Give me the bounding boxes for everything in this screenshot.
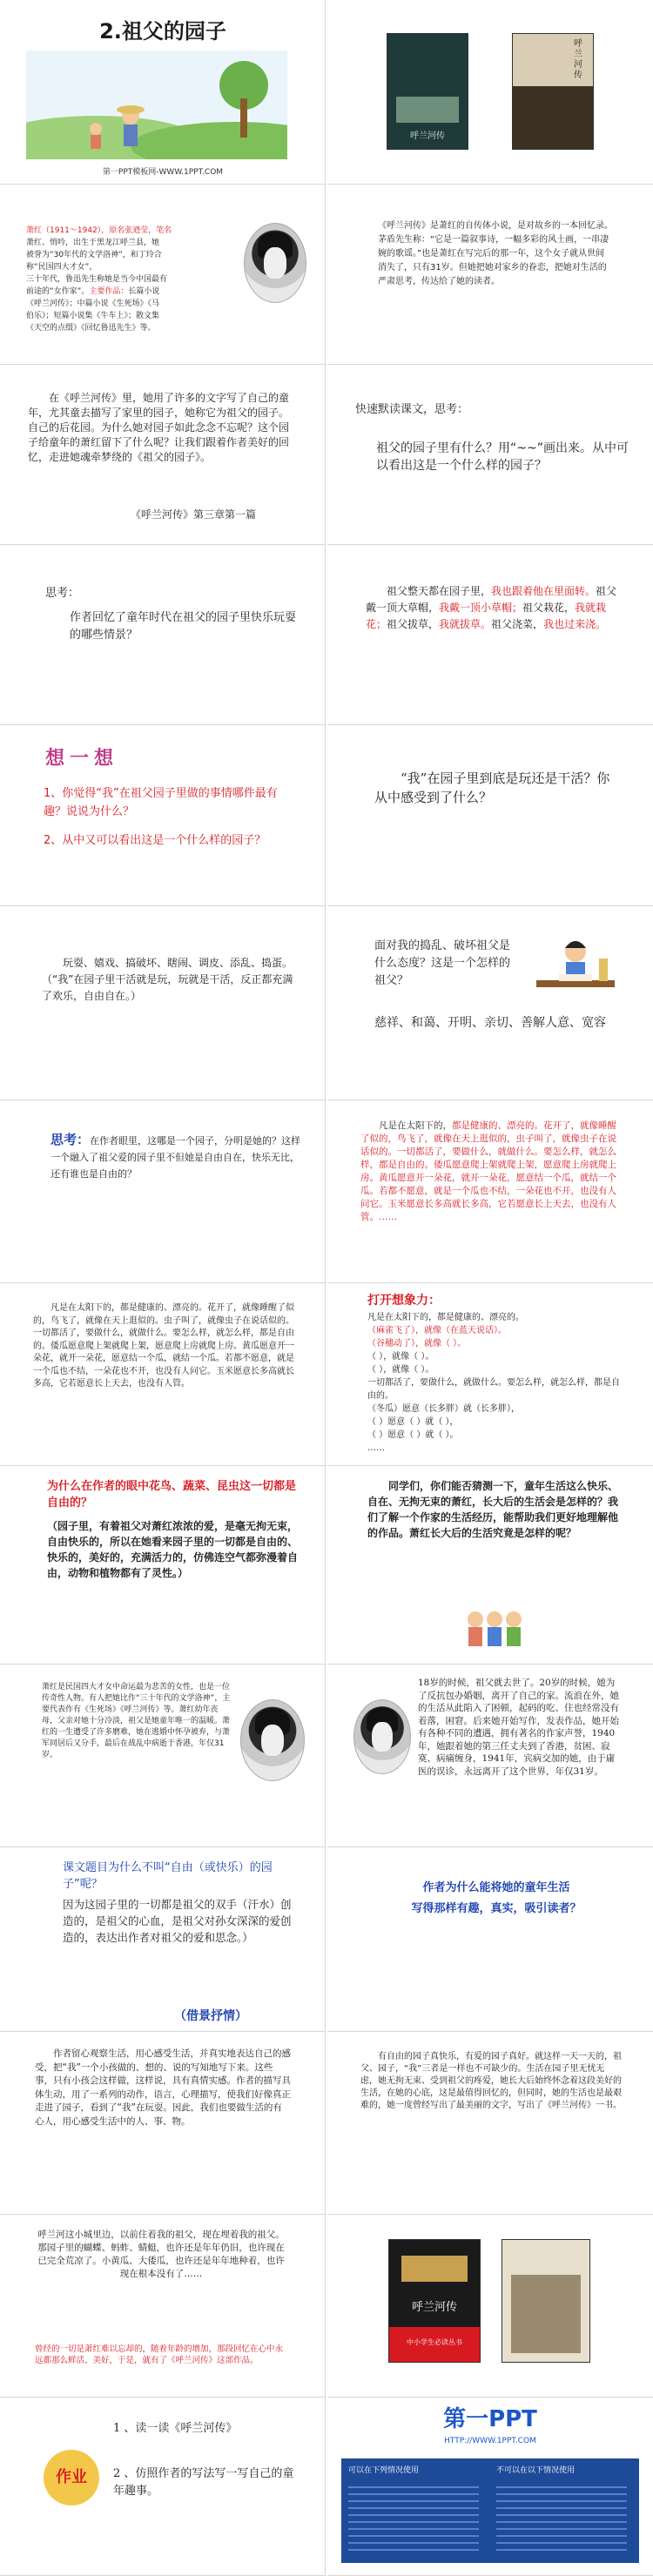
- ppt-col2-lines: [496, 2481, 627, 2556]
- slide-think-freedom[interactable]: [0, 1100, 326, 1283]
- exercise-line: （ ），就像（ ）。: [367, 1365, 434, 1375]
- site-credit: 第一PPT模板网-WWW.1PPT.COM: [102, 168, 224, 177]
- imagination-exercise: [367, 1311, 620, 1455]
- exercise-line: （ ）愿意（ ）就（ ）。: [367, 1430, 459, 1440]
- text-span: 祖父栽花，: [522, 602, 576, 614]
- grandpa-me-text: [366, 583, 618, 633]
- slide-ppt-ad[interactable]: [327, 2398, 653, 2576]
- text-span-red: 我就拔草。: [439, 618, 492, 630]
- garden-summary-text: 有自由的园子真快乐，有爱的园子真好。就这样一天一天的，祖父、园子，“我”三者是一样也不可缺少的。生活在园子里无忧无虑，她无拘无束、受到祖父的疼爱，她长大后始终怀念着这段美好的生活，在她的心底，这是最值得回忆的，但同时，她的生活也是最艰难的，她一度曾经写出了最美丽的文字，写出了《呼兰河传》一书。: [360, 2052, 622, 2110]
- homework-task-2: 2 、仿照作者的写法写一写自己的童年趣事。: [113, 2467, 294, 2498]
- reading-task-heading: 快速默读课文，思考：: [355, 403, 469, 416]
- slide-grandpa-attitude[interactable]: [327, 906, 653, 1100]
- ppt-col1-heading: 可以在下列情况使用: [348, 2466, 420, 2475]
- slide-why-free[interactable]: [0, 1466, 326, 1665]
- attitude-question: 面对我的捣乱、破坏祖父是什么态度？这是一个怎样的祖父？: [374, 939, 511, 987]
- slide-book-intro[interactable]: [327, 185, 653, 365]
- exercise-line: （麻雀飞了），就像（在蓝天说话）。: [367, 1326, 507, 1335]
- slide-hulan-poem[interactable]: [0, 2215, 326, 2398]
- text-span-red: 我也跟着他在里面转。: [491, 585, 596, 597]
- book-2-title: 呼兰河传: [574, 39, 582, 80]
- book-cover-photo: [511, 2275, 581, 2353]
- intro-span: 前途的“女作家”。: [26, 287, 90, 296]
- why-vivid-question-2: 写得那样有趣，真实，吸引读者？: [411, 1902, 582, 1915]
- slide-think-scenes[interactable]: [0, 545, 326, 725]
- text-span-red: 我戴一顶小草帽；: [439, 602, 523, 614]
- passage-span-red: 都是健康的、漂亮的。: [452, 1120, 543, 1131]
- exercise-line: 一切都活了，要做什么，就做什么。要怎么样，就怎么样，都是自由的。: [367, 1378, 620, 1401]
- guess-life-text: 同学们，你们能否猜测一下，童年生活这么快乐、自在、无拘无束的萧红，长大后的生活会是怎样的？我们了解一个作家的生活经历，能帮助我们更好地理解他的作品。萧红长大后的生活究竟是怎样的呢？: [367, 1480, 619, 1539]
- background-source: 《呼兰河传》第三章第一篇: [131, 508, 257, 521]
- ppt-logo: 第一PPT: [443, 2406, 537, 2432]
- exercise-line: （ ），就像（ ）。: [367, 1352, 434, 1362]
- think-question: 作者回忆了童年时代在祖父的园子里快乐玩耍的哪些情景？: [70, 611, 297, 642]
- play-work-question: “我”在园子里到底是玩还是干活？你从中感受到了什么？: [374, 770, 610, 805]
- intro-line: 萧红（1911～1942），原名张迺莹，笔名: [26, 226, 172, 235]
- hulan-poem: 呼兰河这小城里边，以前住着我的祖父，现在埋着我的祖父。那园子里的蝴蝶、蚂蚱、蜻蜓，也许还是年年仍旧，也许现在已完全荒凉了。小黄瓜、大倭瓜，也许还是年年地种着，也许现在根本没有了……: [37, 2230, 285, 2279]
- text-span: 祖父整天都在园子里，: [387, 585, 492, 597]
- intro-line: 称“民国四大才女”，: [26, 263, 98, 272]
- book-3-title: 呼兰河传: [411, 2301, 457, 2314]
- intro-line: 萧红、悄吟，出生于黑龙江呼兰县，她: [26, 239, 160, 247]
- attitude-answer: 慈祥、和蔼、开明、亲切、善解人意、宽容: [374, 1016, 606, 1030]
- reading-task-question: 祖父的园子里有什么？用“~~”画出来。从中可以看出这是一个什么样的园子？: [376, 441, 629, 473]
- slide-writing-method[interactable]: [0, 2032, 326, 2215]
- garden-illustration: [26, 50, 287, 159]
- passage-span: 凡是在太阳下的，: [379, 1120, 452, 1131]
- think-question-2: 2、从中又可以看出这是一个什么样的园子？: [44, 834, 266, 847]
- slide-play-or-work[interactable]: [327, 725, 653, 906]
- book-cover-3: [388, 2239, 481, 2363]
- intro-line: 被誉为“30年代的文学洛神”，和丁玲合: [26, 251, 162, 259]
- title-reason-answer: 因为这园子里的一切都是祖父的双手（汗水）创造的，是祖父的心血，是祖父对孙女深深的爱创造的，表达出作者对祖父的爱和思念。）: [63, 1898, 292, 1944]
- intro-line: 三十年代，鲁迅先生称她是当今中国最有: [26, 275, 168, 284]
- text-span: 祖父戴一顶大草帽，: [366, 585, 617, 614]
- background-text: 在《呼兰河传》里，她用了许多的文字写了自己的童年，尤其童去描写了家里的园子，她称它为祖父的园子。自己的后花园。为什么她对园子如此念念不忘呢？这个园子给童年的萧红留下了什么呢？让我们跟着作者美好的回忆，走进她魂牵梦绕的《祖父的园子》。: [28, 392, 290, 463]
- text-span: 祖父浇菜，: [491, 618, 544, 630]
- xiaohong-bio-text: 萧红是民国四大才女中命运最为悲苦的女性，也是一位传奇性人物。有人把她比作“三十年代的文学洛神”，主要代表作有《生死场》《呼兰河传》等。萧红幼年丧母，父亲对她十分冷淡，祖父是她童年唯一的温暖。萧红的一生遭受了许多磨难，她在逃婚中怀孕被弃，与萧军同居后又分手，最后在战乱中病逝于香港，年仅31岁。: [42, 1683, 231, 1759]
- slide-xiaohong-bio[interactable]: [0, 1665, 326, 1847]
- book-cover-4: [502, 2239, 590, 2363]
- homework-task-1: 1 、读一读《呼兰河传》: [113, 2422, 238, 2435]
- think-question-1: 1、你觉得“我”在祖父园子里做的事情哪件最有趣？说说为什么？: [44, 787, 278, 818]
- book-cover-art: [396, 97, 459, 123]
- exercise-line: ……: [367, 1443, 385, 1453]
- sunlight-passage-2: 凡是在太阳下的，都是健康的、漂亮的。花开了，就像睡醒了似的，鸟飞了，就像在天上逛似的。虫子叫了，就像虫子在说话似的。一切都活了，要做什么，就做什么。要怎么样，就怎么样，都是自由的。倭瓜愿意爬上架就爬上架，愿意爬上房就爬上房。黄瓜愿意开一朵花，就开一朵花，愿意结一个瓜，就结一个瓜。若都不愿意，就是一个瓜也不结，一朵花也不开，也没有人问它。玉米愿意长多高就长多高，它若愿意长上天去，也没有人管。: [33, 1303, 294, 1389]
- intro-line: 《呼兰河传》；中篇小说《生死场》《马: [26, 299, 160, 308]
- intro-span: 长篇小说: [128, 287, 160, 296]
- slide-book-covers[interactable]: [327, 0, 653, 185]
- exercise-line: 凡是在太阳下的，都是健康的、漂亮的。: [367, 1313, 524, 1322]
- slide-background[interactable]: [0, 365, 326, 545]
- imagination-heading: 打开想象力：: [367, 1294, 441, 1308]
- passage-span-red: 花开了，就像睡醒了似的，鸟飞了，就像在天上逛似的，虫子叫了，就像虫子在说话似的。一切都活了，要做什么，就做什么。要怎么样，就怎么样，都是自由的。倭瓜愿意爬上架就爬上架，愿意爬上房就爬上房。黄瓜愿意开一朵花，就开一朵花，愿意结一个瓜，就结一个瓜。若都不愿意，就是一个瓜也不结，一朵花也不开，也没有人问它。玉米愿意长多高就长多高，它若愿意长上天去，也没有人管。……: [360, 1120, 616, 1222]
- slide-sunlight-passage-2[interactable]: [0, 1283, 326, 1466]
- intro-line: 《天空的点缀》《回忆鲁迅先生》等。: [26, 324, 156, 333]
- book-1-title: 呼兰河传: [410, 131, 445, 141]
- portrait-face: [261, 1725, 284, 1757]
- think-heading: 想一想: [45, 748, 119, 770]
- intro-line: 伯乐》；短篇小说集《牛车上》；散文集: [26, 312, 160, 320]
- book-cover-1: [387, 33, 468, 150]
- intro-line: [26, 286, 244, 298]
- ppt-col1-lines: [348, 2481, 479, 2556]
- book-cover-2: [512, 33, 594, 150]
- author-portrait-3: [353, 1699, 411, 1774]
- student-reading-illustration: [528, 932, 623, 1002]
- xiaohong-later-text: 18岁的时候，祖父就去世了。20岁的时候，她为了反抗包办婚姻，离开了自己的家。流浪在外，她的生活从此陷入了困顿，起码的吃、住也经常没有着落，困窘。后来她开始写作，发表作品，她开始有各种不同的遭遇，拥有著名的作家声誉，1940年，她跟着她的第三任丈夫到了香港，贫困、寂寞、病痛缠身，1941年，宾病交加的她，由于庸医的误诊，永远离开了这个世界，年仅31岁。: [418, 1678, 619, 1777]
- exercise-line: （ ）愿意（ ）就（ ），: [367, 1417, 459, 1427]
- slide-garden-summary[interactable]: [327, 2032, 653, 2215]
- book-intro-text: 《呼兰河传》是萧红的自传体小说，是对故乡的一本回忆录。茅盾先生称：“它是一篇叙事诗，一幅多彩的风土画，一串凄婉的歌谣。”也是萧红在写完后的那一年，这个女子就从世间消失了，只有31岁。但她把她对家乡的眷恋，把她对生活的严肃思考，传达给了她的读者。: [378, 221, 613, 286]
- think-label: 思考：: [45, 587, 80, 600]
- title-reason-question: 课文题目为什么不叫“自由（或快乐）的园子”呢？: [63, 1861, 273, 1891]
- text-span-red: 我也过来浇。: [543, 618, 607, 630]
- writing-method-text: 作者留心观察生活，用心感受生活，并真实地表达自己的感受，把“我”一个小孩做的、想的、说的写知地写下来。这些事，只有小孩会这样做，这样说，具有真情实感。作者的描写具体生动，用了一系列的动作，语言，心理描写，使我们好像真正走进了园子，看到了“我”在玩耍。因此，我们也要做生活的有心人，用心感受生活中的人、事、物。: [35, 2048, 291, 2127]
- homework-tag: 作业: [44, 2450, 99, 2505]
- text-span: 祖父拔草，: [387, 618, 440, 630]
- exercise-line: （冬瓜）愿意（长多胖）就（长多胖），: [367, 1404, 520, 1414]
- why-free-question: 为什么在作者的眼中花鸟、蔬菜、昆虫这一切都是自由的？: [47, 1480, 297, 1510]
- ppt-url[interactable]: HTTP://WWW.1PPT.COM: [444, 2437, 536, 2445]
- play-answer-text: 玩耍、嬉戏、搞破坏、瞎闹、调皮、添乱、捣蛋。 （“我”在园子里干活就是玩，玩就是干活，反正都充满了欢乐，自由自在。）: [42, 957, 293, 1002]
- exercise-line: （谷穗动了），就像（ ）。: [367, 1339, 467, 1349]
- slide-sunlight-passage[interactable]: [327, 1100, 653, 1283]
- slide-title[interactable]: [0, 0, 326, 185]
- why-free-answer: （园子里，有着祖父对萧红浓浓的爱，是毫无拘无束，自由快乐的，所以在她看来园子里的一切都是自由的、快乐的，美好的，充满活力的，仿佛连空气都弥漫着自由，动物和植物都有了灵性。）: [47, 1520, 299, 1579]
- slide-xiaohong-later[interactable]: [327, 1665, 653, 1847]
- freedom-question: [50, 1132, 303, 1182]
- slide-play-answer[interactable]: [0, 906, 326, 1100]
- author-portrait-2: [240, 1699, 305, 1781]
- slide-imagination[interactable]: [327, 1283, 653, 1466]
- page-title: 2.祖父的园子: [99, 19, 226, 44]
- why-vivid-question-1: 作者为什么能将她的童年生活: [422, 1881, 570, 1894]
- slide-homework[interactable]: [0, 2398, 326, 2576]
- slide-author-intro[interactable]: [0, 185, 326, 365]
- portrait-face: [264, 247, 286, 279]
- freedom-label: 思考：: [50, 1132, 91, 1147]
- freedom-text: 在作者眼里，这哪是一个园子，分明是她的？这样一个融入了祖父爱的园子里不但她是自由自在，快乐无比，还有谁也是自由的？: [50, 1135, 301, 1180]
- text-span-red: 我就栽花；: [366, 602, 607, 630]
- intro-span-red: 主要作品：: [89, 287, 129, 296]
- title-reason-tag: （借景抒情）: [174, 2009, 247, 2023]
- book-cover-art: [401, 2256, 468, 2282]
- ppt-col2-heading: 不可以在以下情况使用: [496, 2466, 576, 2475]
- author-portrait: [244, 223, 306, 303]
- book-cover-band: [389, 2327, 480, 2362]
- slide-book-covers-2[interactable]: [327, 2215, 653, 2398]
- slide-grandpa-and-me[interactable]: [327, 545, 653, 725]
- slide-guess-life[interactable]: [327, 1466, 653, 1665]
- book-cover-photo: [513, 86, 593, 149]
- slide-why-vivid[interactable]: [327, 1847, 653, 2032]
- ppt-info-panel: [341, 2458, 639, 2563]
- author-intro-text: [26, 225, 244, 334]
- slide-reading-task[interactable]: [327, 365, 653, 545]
- hulan-poem-note: 曾经的一切是萧红难以忘却的，随着年龄的增加，那段回忆在心中永远都那么鲜活、美好，于是，就有了《呼兰河传》这部作品。: [35, 2344, 284, 2365]
- slide-title-reason[interactable]: [0, 1847, 326, 2032]
- children-illustration: [458, 1604, 528, 1656]
- slide-think-questions[interactable]: [0, 725, 326, 906]
- sunlight-passage: [360, 1120, 622, 1224]
- portrait-face: [372, 1722, 392, 1752]
- book-series: 中小学生必读丛书: [407, 2338, 462, 2346]
